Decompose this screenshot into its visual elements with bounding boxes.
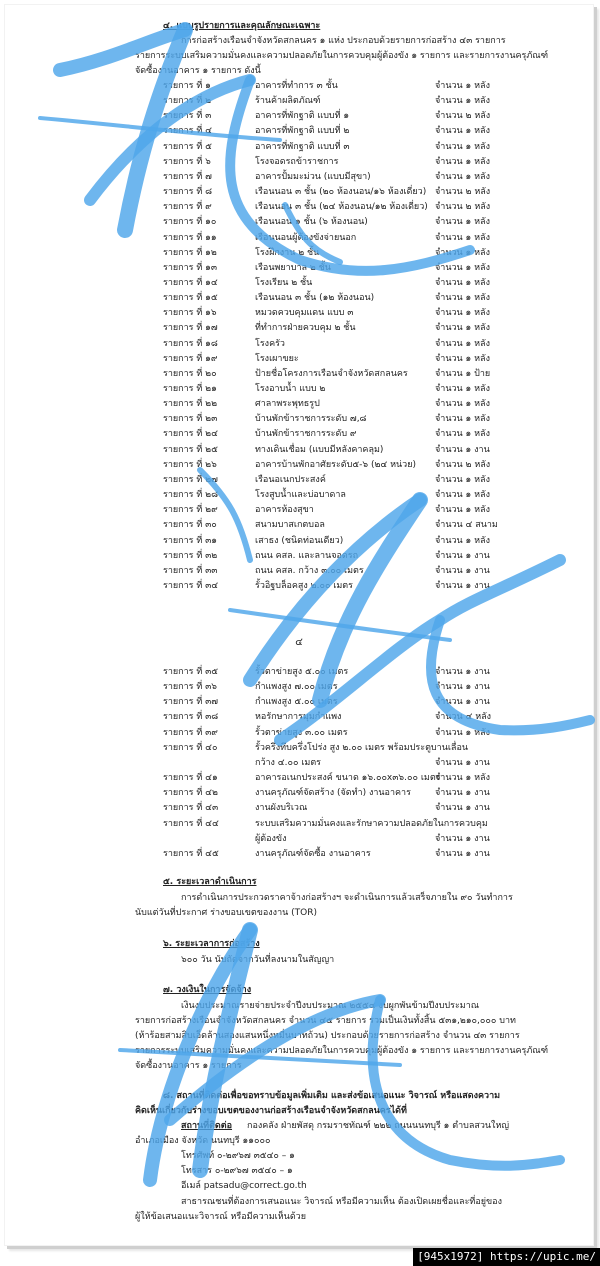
item-name: เรือนนอน ๓ ชั้น (๒๐ ห้องนอน/๑๖ ห้องเดี่ยว)	[255, 187, 427, 198]
item-name: ถนน คสล. กว้าง ๓.๐๐ เมตร	[255, 565, 364, 576]
item-name: เรือนอเนกประสงค์	[255, 474, 326, 485]
item-quantity: จำนวน ๑ หลัง	[435, 535, 490, 546]
item-name: เสาธง (ชนิดท่อนเดียว)	[255, 535, 344, 546]
item-name: โรงครัว	[255, 338, 285, 349]
item-label: รายการ ที่ ๑๗	[163, 323, 218, 334]
item-quantity: จำนวน ๑ งาน	[435, 757, 490, 768]
item-name: สนามบาสเกตบอล	[255, 520, 325, 531]
item-quantity: จำนวน ๑ งาน	[435, 788, 490, 799]
item-label: รายการ ที่ ๙	[163, 202, 212, 213]
document-page	[4, 4, 594, 1246]
item-name: รั้วครึ่งทึบครึ่งโปร่ง สูง ๒.๐๐ เมตร พร้อมประตูบานเลื่อน	[255, 742, 469, 753]
item-name: งานผังบริเวณ	[255, 803, 308, 814]
item-quantity: จำนวน ๑ หลัง	[435, 773, 490, 784]
item-name: ทางเดินเชื่อม (แบบมีหลังคาคลุม)	[255, 444, 384, 455]
section7-line: จัดซื้องานอาคาร ๑ รายการ	[135, 1061, 242, 1071]
item-quantity: จำนวน ๑ หลัง	[435, 171, 490, 182]
item-label: รายการ ที่ ๘	[163, 187, 213, 198]
item-quantity: จำนวน ๑ หลัง	[435, 338, 490, 349]
item-name: กำแพงสูง ๕.๐๐ เมตร	[255, 697, 338, 708]
item-label: รายการ ที่ ๔๐	[163, 742, 218, 753]
section4-intro-line: การก่อสร้างเรือนจำจังหวัดสกลนคร ๑ แห่ง ประกอบด้วยรายการก่อสร้าง ๔๓ รายการ	[181, 36, 506, 46]
item-quantity: จำนวน ๑ หลัง	[435, 156, 490, 167]
item-name: โรงสูบน้ำและบ่อบาดาล	[255, 490, 346, 501]
item-name: โรงเรียน ๒ ชั้น	[255, 277, 313, 288]
section5-heading: ๕. ระยะเวลาดำเนินการ	[163, 877, 257, 887]
item-label: รายการ ที่ ๓๑	[163, 535, 218, 546]
item-label: รายการ ที่ ๓๒	[163, 550, 218, 561]
item-quantity: จำนวน ๑ งาน	[435, 848, 490, 859]
item-quantity: จำนวน ๑ หลัง	[435, 429, 490, 440]
item-name: หอรักษาการมุมกำแพง	[255, 712, 342, 723]
item-quantity: จำนวน ๑ หลัง	[435, 247, 490, 258]
item-label: รายการ ที่ ๑๖	[163, 308, 217, 319]
item-name: โรงอาบน้ำ แบบ ๒	[255, 384, 326, 394]
item-label: รายการ ที่ ๒๖	[163, 459, 217, 470]
section6-heading: ๖. ระยะเวลาการก่อสร้าง	[163, 939, 260, 949]
item-name: เรือนนอน ๓ ชั้น (๒๔ ห้องนอน/๑๒ ห้องเดี่ยว)	[255, 202, 428, 213]
item-name: เรือนนอนผู้ต้องขังจ่ายนอก	[255, 232, 357, 243]
item-quantity: จำนวน ๑ หลัง	[435, 414, 490, 425]
item-name: รั้วตาข่ายสูง ๓.๐๐ เมตร	[255, 727, 348, 738]
item-label: รายการ ที่ ๑๓	[163, 262, 218, 273]
item-name: เรือนพยาบาล ๒ ชั้น	[255, 262, 331, 273]
section4-heading: ๔. แบบรูปรายการและคุณลักษณะเฉพาะ	[163, 21, 321, 31]
item-quantity: จำนวน ๑ หลัง	[435, 399, 490, 410]
item-label: รายการ ที่ ๓๙	[163, 727, 218, 738]
item-name: ศาลาพระพุทธรูป	[255, 399, 320, 410]
item-label: รายการ ที่ ๑	[163, 81, 211, 91]
section7-heading: ๗. วงเงินในการจัดจ้าง	[163, 985, 252, 995]
item-quantity: จำนวน ๑ หลัง	[435, 490, 490, 501]
item-label: รายการ ที่ ๓๓	[163, 565, 218, 576]
section7-line: รายการก่อสร้างเรือนจำจังหวัดสกลนคร จำนวน ๔๕ รายการ รวมเป็นเงินทั้งสิ้น ๕๓๑,๒๑๐,๐๐๐ บาท	[135, 1016, 516, 1026]
item-label: รายการ ที่ ๒๓	[163, 414, 218, 425]
item-name: เรือนนอน ๓ ชั้น (๑๒ ห้องนอน)	[255, 293, 375, 304]
item-label: รายการ ที่ ๒๔	[163, 429, 218, 440]
item-name: หมวดควบคุมแดน แบบ ๓	[255, 308, 354, 319]
item-label: รายการ ที่ ๒	[163, 96, 212, 107]
item-label: รายการ ที่ ๗	[163, 171, 212, 182]
item-label: รายการ ที่ ๒๕	[163, 444, 218, 455]
section8-heading: คิดเห็นเกี่ยวกับร่างขอบเขตของงานก่อสร้างเรือนจำจังหวัดสกลนครได้ที่	[135, 1106, 407, 1116]
item-quantity: จำนวน ๒ หลัง	[435, 459, 491, 470]
item-quantity: จำนวน ๑ หลัง	[435, 217, 490, 228]
item-quantity: จำนวน ๒ หลัง	[435, 111, 491, 122]
item-label: รายการ ที่ ๑๑	[163, 232, 217, 243]
item-name: อาคารที่พักฐาติ แบบที่ ๑	[255, 111, 350, 122]
item-name: งานครุภัณฑ์จัดซื้อ งานอาคาร	[255, 848, 371, 859]
closing-note: สาธารณชนที่ต้องการเสนอแนะ วิจารณ์ หรือมีความเห็น ต้องเปิดเผยชื่อและที่อยู่ของ	[181, 1197, 502, 1207]
item-quantity: จำนวน ๒ หลัง	[435, 187, 491, 198]
item-label: รายการ ที่ ๔๕	[163, 848, 219, 859]
item-name: อาคารที่พักฐาติ แบบที่ ๓	[255, 141, 350, 152]
item-label: รายการ ที่ ๒๒	[163, 399, 218, 410]
item-name: อาคารบ้านพักอาศัยระดับ๕-๖ (๒๔ หน่วย)	[255, 459, 417, 470]
item-quantity: จำนวน ๑ หลัง	[435, 96, 490, 107]
item-quantity: จำนวน ๑ หลัง	[435, 293, 490, 304]
item-quantity: จำนวน ๑ หลัง	[435, 81, 490, 91]
item-name: โรงจอดรถข้าราชการ	[255, 156, 339, 167]
section5-line: การดำเนินการประกวดราคาจ้างก่อสร้างฯ จะดำเนินการแล้วเสร็จภายใน ๙๐ วันทำการ	[181, 893, 513, 903]
item-name: เรือนนอน ๑ ชั้น (๖ ห้องนอน)	[255, 217, 368, 228]
item-quantity: จำนวน ๑ งาน	[435, 550, 490, 561]
item-label: รายการ ที่ ๓๐	[163, 520, 217, 531]
item-quantity: จำนวน ๔ หลัง	[435, 712, 492, 723]
item-label: รายการ ที่ ๔	[163, 126, 212, 137]
item-name: ที่ทำการฝ่ายควบคุม ๒ ชั้น	[255, 323, 356, 334]
item-name: อาคารที่พักฐาติ แบบที่ ๒	[255, 126, 350, 137]
section7-line: เงินงบประมาณรายจ่ายประจำปีงบประมาณ ๒๕๕๔ งบผูกพันข้ามปีงบประมาณ	[181, 1001, 480, 1011]
contact-place-text: กองคลัง ฝ่ายพัสดุ กรมราชทัณฑ์ ๒๒๒ ถนนนนทบุรี ๑ ตำบลสวนใหญ่	[247, 1121, 510, 1131]
section5-line: นับแต่วันที่ประกาศ ร่างขอบเขตของงาน (TOR)	[135, 908, 318, 918]
contact-email[interactable]: อีเมล์ patsadu@correct.go.th	[181, 1181, 307, 1191]
item-label: รายการ ที่ ๓	[163, 111, 212, 122]
image-host-badge: [945x1972] https://upic.me/	[413, 1248, 600, 1266]
item-quantity: จำนวน ๑ งาน	[435, 667, 490, 677]
item-quantity: จำนวน ๑ หลัง	[435, 384, 490, 394]
item-quantity: จำนวน ๑ หลัง	[435, 353, 490, 364]
item-name: อาคารปั้มมะม่วน (แบบมีสุขา)	[255, 171, 371, 182]
page-number: ๔	[295, 637, 303, 648]
item-label: รายการ ที่ ๓๖	[163, 682, 218, 693]
item-label: รายการ ที่ ๒๑	[163, 384, 217, 394]
item-label: รายการ ที่ ๒๙	[163, 505, 218, 516]
item-quantity: จำนวน ๑ หลัง	[435, 126, 490, 137]
item-label: รายการ ที่ ๓๗	[163, 697, 219, 708]
item-quantity: จำนวน ๑ หลัง	[435, 505, 490, 516]
item-quantity: จำนวน ๑ งาน	[435, 444, 490, 455]
item-label: รายการ ที่ ๓๔	[163, 580, 219, 591]
item-quantity: จำนวน ๑ งาน	[435, 803, 490, 814]
item-name: กำแพงสูง ๗.๐๐ เมตร	[255, 682, 338, 693]
item-label: รายการ ที่ ๒๘	[163, 490, 219, 501]
item-quantity: จำนวน ๔ สนาม	[435, 520, 498, 531]
item-quantity: จำนวน ๑ งาน	[435, 682, 490, 693]
item-name: บ้านพักข้าราชการระดับ ๗,๘	[255, 414, 367, 425]
item-label: รายการ ที่ ๑๒	[163, 247, 217, 258]
item-quantity: จำนวน ๑ งาน	[435, 697, 490, 708]
item-quantity: จำนวน ๑ งาน	[435, 565, 490, 576]
section4-intro-line: จัดซื้องานอาคาร ๑ รายการ ดังนี้	[135, 66, 261, 76]
item-label: รายการ ที่ ๑๘	[163, 338, 218, 349]
item-name: รั้วตาข่ายสูง ๕.๐๐ เมตร	[255, 667, 349, 677]
section7-line: รายการระบบเสริมความมั่นคงและความปลอดภัยในการควบคุมผู้ต้องขัง ๑ รายการ และรายการงานครุภัณฑ์	[135, 1046, 549, 1056]
contact-fax: โทรสาร ๐-๒๙๖๗ ๓๕๔๐ – ๑	[181, 1166, 293, 1176]
item-name: อาคารห้องสุขา	[255, 505, 314, 516]
item-quantity: จำนวน ๑ งาน	[435, 580, 490, 591]
item-name: ระบบเสริมความมั่นคงและรักษาความปลอดภัยในการควบคุม	[255, 818, 488, 829]
item-quantity: จำนวน ๑ งาน	[435, 833, 490, 844]
item-name: ถนน คสล. และลานจอดรถ	[255, 550, 359, 561]
item-label: รายการ ที่ ๒๐	[163, 368, 217, 379]
item-label: รายการ ที่ ๑๙	[163, 353, 218, 364]
item-label: รายการ ที่ ๓๘	[163, 712, 219, 723]
item-name: ป้ายชื่อโครงการเรือนจำจังหวัดสกลนคร	[255, 368, 408, 379]
item-label: รายการ ที่ ๔๒	[163, 788, 218, 799]
item-quantity: จำนวน ๑ หลัง	[435, 277, 490, 288]
section6-line: ๖๐๐ วัน นับถัดจากวันที่ลงนามในสัญญา	[181, 955, 335, 965]
item-quantity: จำนวน ๑ หลัง	[435, 262, 490, 273]
item-name: อาคารที่ทำการ ๓ ชั้น	[255, 81, 338, 91]
item-name: โรงฝึกงาน ๒ ชั้น	[255, 247, 320, 258]
item-name: โรงเผาขยะ	[255, 353, 299, 364]
item-name: บ้านพักข้าราชการระดับ ๙	[255, 429, 357, 440]
item-label: รายการ ที่ ๖	[163, 156, 211, 167]
item-name: กว้าง ๔.๐๐ เมตร	[255, 757, 322, 768]
contact-place-label: สถานที่ติดต่อ	[181, 1121, 233, 1131]
contact-phone: โทรศัพท์ ๐-๒๙๖๗ ๓๕๔๐ – ๑	[181, 1151, 295, 1161]
item-label: รายการ ที่ ๒๗	[163, 474, 218, 485]
item-name: ร้านค้าผลิตภัณฑ์	[255, 96, 321, 107]
item-quantity: จำนวน ๑ หลัง	[435, 474, 490, 485]
item-name: งานครุภัณฑ์จัดสร้าง (จัดทำ) งานอาคาร	[255, 788, 411, 799]
item-name: ผู้ต้องขัง	[255, 833, 287, 844]
closing-note: ผู้ให้ข้อเสนอแนะวิจารณ์ หรือมีความเห็นด้วย	[135, 1212, 306, 1222]
section8-heading: ๘. สถานที่ติดต่อเพื่อขอทราบข้อมูลเพิ่มเติม และส่งข้อเสนอแนะ วิจารณ์ หรือแสดงความ	[163, 1091, 501, 1101]
item-quantity: จำนวน ๑ หลัง	[435, 323, 490, 334]
item-quantity: จำนวน ๑ ป้าย	[435, 368, 491, 379]
item-label: รายการ ที่ ๕	[163, 141, 212, 152]
item-quantity: จำนวน ๑ หลัง	[435, 232, 490, 243]
item-label: รายการ ที่ ๔๔	[163, 818, 219, 829]
item-label: รายการ ที่ ๓๕	[163, 667, 219, 677]
item-name: อาคารอเนกประสงค์ ขนาด ๑๖.๐๐x๓๖.๐๐ เมตร	[255, 773, 441, 784]
item-quantity: จำนวน ๑ หลัง	[435, 727, 490, 738]
contact-address: อำเภอเมือง จังหวัด นนทบุรี ๑๑๐๐๐	[135, 1136, 271, 1146]
item-label: รายการ ที่ ๑๔	[163, 277, 218, 288]
section4-intro-line: รายการระบบเสริมความมั่นคงและความปลอดภัยในการควบคุมผู้ต้องขัง ๑ รายการ และรายการงานครุภัณฑ์	[135, 51, 549, 61]
item-quantity: จำนวน ๑ หลัง	[435, 308, 490, 319]
item-label: รายการ ที่ ๑๕	[163, 293, 218, 304]
item-label: รายการ ที่ ๑๐	[163, 217, 217, 228]
item-name: รั้วอิฐบล็อคสูง ๒.๐๐ เมตร	[255, 580, 353, 591]
item-quantity: จำนวน ๒ หลัง	[435, 202, 491, 213]
section7-line: (ห้าร้อยสามสิบเอ็ดล้านสองแสนหนึ่งหมื่นบาทถ้วน) ประกอบด้วยรายการก่อสร้าง จำนวน ๔๓ รายการ	[135, 1031, 520, 1041]
item-label: รายการ ที่ ๔๑	[163, 773, 218, 784]
item-label: รายการ ที่ ๔๓	[163, 803, 219, 814]
item-quantity: จำนวน ๑ หลัง	[435, 141, 490, 152]
